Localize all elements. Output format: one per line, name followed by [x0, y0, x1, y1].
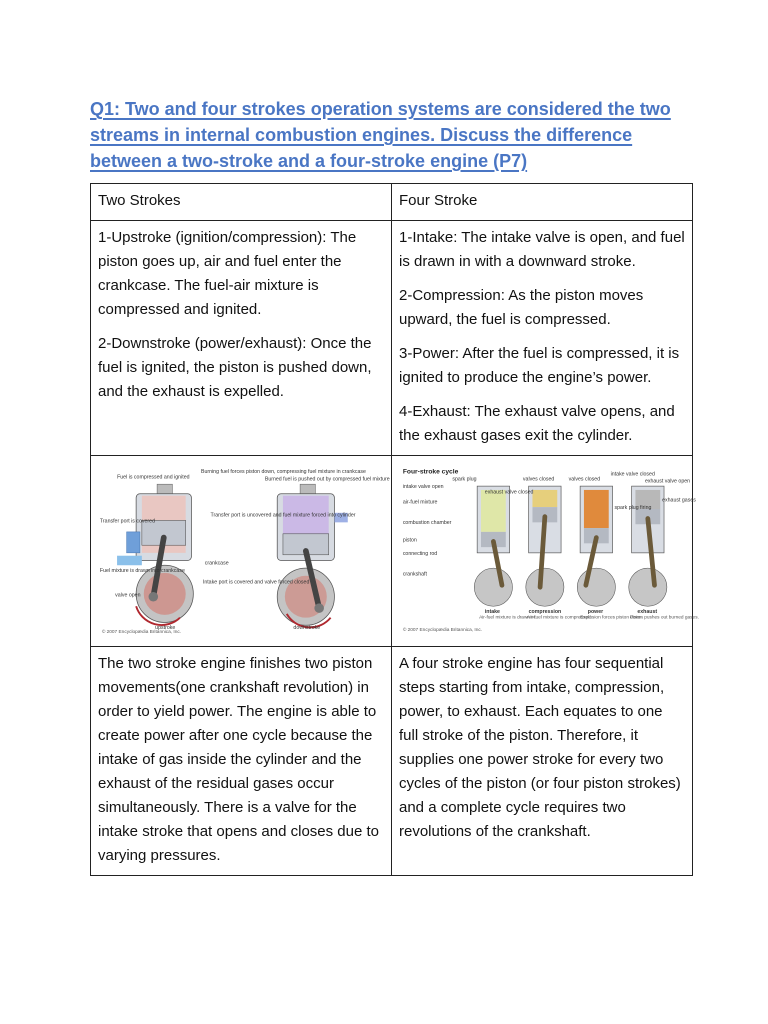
stage-power: power — [587, 608, 604, 615]
label-burning-fuel: Burning fuel forces piston down, compressing fuel mixture in crankcase — [200, 468, 366, 475]
four-step-4: 4-Exhaust: The exhaust valve opens, and the exhaust gases exit the cylinder. — [399, 403, 675, 444]
label-fuel-compressed: Fuel is compressed and ignited — [117, 474, 190, 481]
header-four-stroke: Four Stroke — [392, 184, 693, 221]
label-burned-fuel: Burned fuel is pushed out by compressed fuel mixture — [264, 476, 390, 483]
four-stroke-diagram — [399, 461, 699, 639]
stage-exhaust: exhaust — [637, 608, 658, 615]
diagram-row — [91, 456, 693, 647]
label-crankcase: crankcase — [204, 560, 229, 567]
label-exhaust-valve: exhaust valve closed — [484, 489, 534, 496]
label-exhaust-gases: exhaust gases — [662, 497, 696, 504]
four-stroke-summary: A four stroke engine has four sequential steps starting from intake, compression, power, to exhaust. Each equates to one full stroke of the piston. Therefore, it supplies one power stroke for every two cycles of the piston (or four piston strokes) and a complete cycle requires two revolutions of the crankshaft. — [392, 647, 693, 876]
label-piston: piston — [402, 537, 417, 544]
label-spark-plug: spark plug — [452, 476, 477, 483]
two-stroke-summary: The two stroke engine finishes two piston movements(one crankshaft revolution) in order to yield power. The engine is able to create power after one cycle because the intake of gas inside the cylinder and the exhaust of the residual gases occur simultaneously. There is a valve for the intake stroke that opens and closes due to varying pressures. — [91, 647, 392, 876]
four-stroke-title: Four-stroke cycle — [402, 468, 459, 476]
label-intake-valve: intake valve open — [402, 484, 444, 491]
downstroke-engine — [277, 484, 348, 627]
question-heading — [90, 96, 690, 174]
comparison-table — [90, 183, 699, 876]
stage-intake: intake — [484, 608, 500, 615]
question-line-3: between a two-stroke and a four-stroke engine (P7) — [90, 151, 528, 171]
label-upstroke: upstroke — [155, 625, 176, 632]
caption-exhaust: Piston pushes out burned gases. — [629, 615, 699, 621]
table-header-row — [91, 184, 693, 221]
caption-compression: Air-fuel mixture is compressed. — [526, 615, 592, 621]
copyright-two: © 2007 Encyclopædia Britannica, Inc. — [101, 629, 182, 635]
label-intake-closed: intake valve closed — [610, 471, 655, 478]
label-connecting-rod: connecting rod — [402, 550, 438, 557]
header-two-strokes: Two Strokes — [91, 184, 392, 221]
four-step-1: 1-Intake: The intake valve is open, and fuel is drawn in with a downward stroke. — [399, 229, 685, 270]
label-combustion: combustion chamber — [402, 520, 452, 527]
question-line-2: streams in internal combustion engines. Discuss the difference — [90, 125, 633, 145]
label-downstroke: downstroke — [293, 625, 321, 632]
label-transfer-covered: Transfer port is covered — [99, 518, 156, 525]
four-step-3: 3-Power: After the fuel is compressed, it is ignited to produce the engine’s power. — [399, 345, 680, 386]
two-step-1: 1-Upstroke (ignition/compression): The piston goes up, air and fuel enter the crankcase. The fuel-air mixture is compressed and ignited. — [98, 229, 357, 318]
label-valves-closed-1: valves closed — [522, 476, 555, 483]
label-air-fuel: air-fuel mixture — [402, 499, 438, 506]
caption-intake: Air-fuel mixture is drawn in. — [479, 615, 537, 621]
two-step-2: 2-Downstroke (power/exhaust): Once the fuel is ignited, the piston is pushed down, and the exhaust is expelled. — [98, 335, 372, 400]
engine-compression — [526, 486, 564, 606]
upstroke-engine — [117, 484, 193, 625]
copyright-four: © 2007 Encyclopædia Britannica, Inc. — [402, 628, 483, 634]
label-crankshaft: crankshaft — [402, 571, 427, 578]
stage-compression: compression — [528, 608, 562, 615]
label-transfer-uncovered: Transfer port is uncovered and fuel mixture forced into cylinder — [210, 512, 356, 519]
label-valve-open: valve open — [115, 592, 141, 599]
label-exhaust-open: exhaust valve open — [644, 478, 691, 485]
label-valves-closed-2: valves closed — [568, 476, 601, 483]
two-stroke-diagram-cell — [91, 456, 392, 647]
label-spark-firing: spark plug firing — [614, 505, 652, 512]
question-line-1: Q1: Two and four strokes operation systems are considered the two — [90, 99, 671, 119]
label-intake-port: Intake port is covered and valve forced closed — [202, 579, 310, 586]
steps-row — [91, 221, 693, 456]
four-step-2: 2-Compression: As the piston moves upward, the fuel is compressed. — [399, 287, 644, 328]
engine-power — [577, 486, 615, 606]
engine-intake — [474, 486, 512, 606]
label-fuel-drawn: Fuel mixture is drawn into crankcase — [99, 567, 185, 574]
two-stroke-diagram — [98, 461, 390, 639]
caption-power: Explosion forces piston down. — [580, 615, 643, 621]
summary-row — [91, 647, 693, 876]
two-stroke-steps-cell — [91, 221, 392, 456]
four-stroke-diagram-cell — [392, 456, 699, 647]
four-stroke-steps-cell — [392, 221, 693, 456]
